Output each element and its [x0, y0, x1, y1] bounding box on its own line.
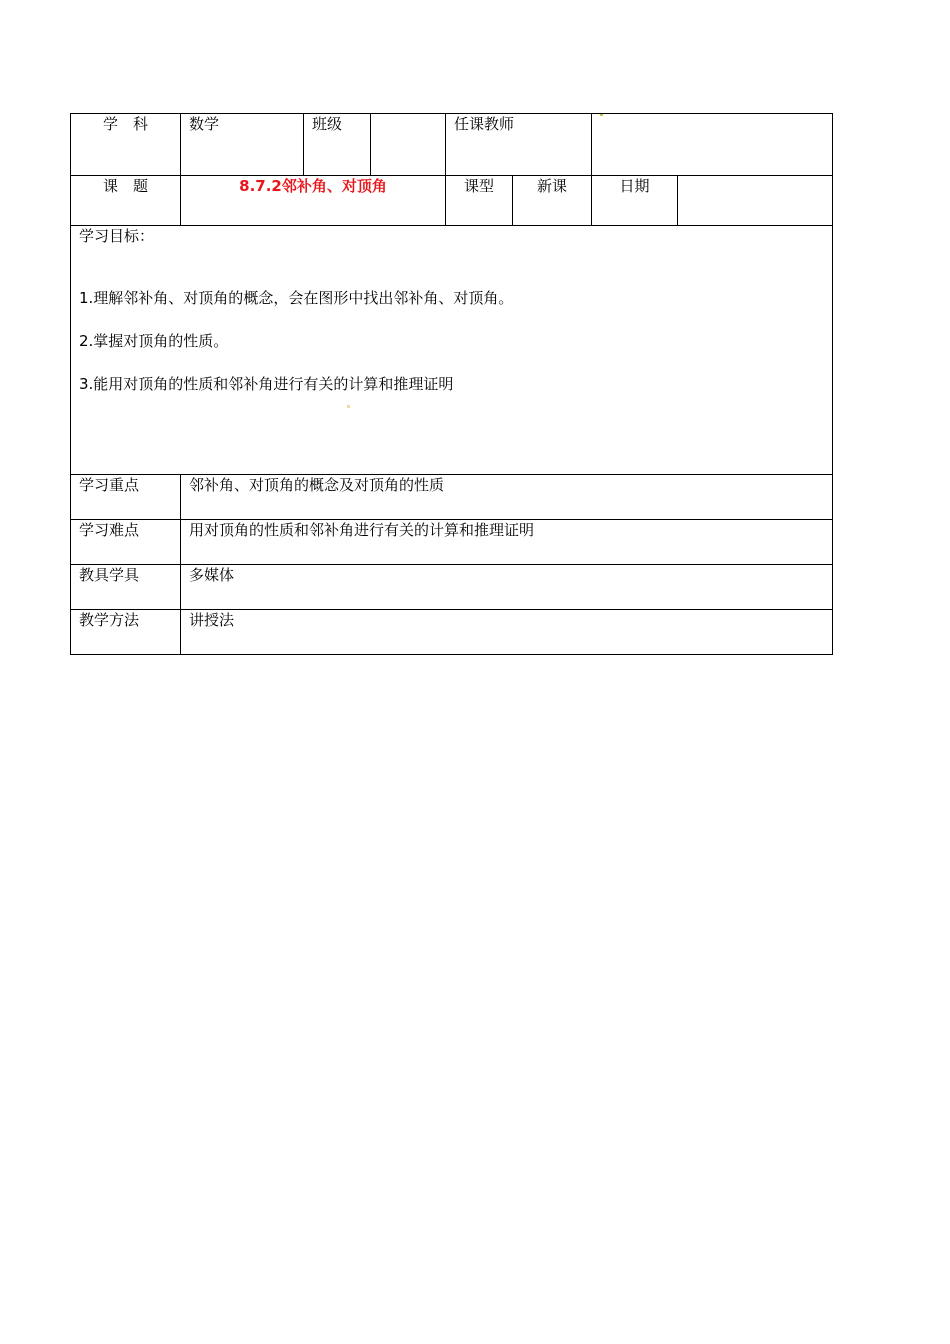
- table-row: [71, 610, 833, 655]
- objectives-heading: 学习目标：: [79, 227, 155, 245]
- method-value: 讲授法: [181, 610, 833, 655]
- method-label: 教学方法: [71, 610, 181, 655]
- table-row: [71, 520, 833, 565]
- objectives-row: [71, 226, 833, 475]
- materials-label: 教具学具: [71, 565, 181, 610]
- date-value: [678, 176, 833, 226]
- difficulties-label: 学习难点: [71, 520, 181, 565]
- type-value: 新课: [513, 176, 592, 226]
- objective-item: 1.理解邻补角、对顶角的概念，会在图形中找出邻补角、对顶角。: [79, 289, 514, 307]
- teacher-label: 任课教师: [446, 114, 592, 176]
- header-row: [71, 114, 833, 176]
- objectives-cell: [71, 226, 833, 475]
- materials-value: 多媒体: [181, 565, 833, 610]
- key-points-value: 邻补角、对顶角的概念及对顶角的性质: [181, 475, 833, 520]
- date-label: 日期: [592, 176, 678, 226]
- table-row: [71, 565, 833, 610]
- key-points-label: 学习重点: [71, 475, 181, 520]
- class-label: 班级: [304, 114, 371, 176]
- table-row: [71, 475, 833, 520]
- lesson-title: 8.7.2邻补角、对顶角: [181, 176, 446, 226]
- type-label: 课型: [446, 176, 513, 226]
- lesson-plan-table: [70, 113, 833, 655]
- lesson-row: [71, 176, 833, 226]
- teacher-value: [592, 114, 833, 176]
- class-value: [371, 114, 446, 176]
- objective-item: 3.能用对顶角的性质和邻补角进行有关的计算和推理证明: [79, 375, 454, 393]
- subject-label: 学 科: [71, 114, 181, 176]
- subject-value: 数学: [181, 114, 304, 176]
- objective-item: 2.掌握对顶角的性质。: [79, 332, 229, 350]
- topic-label: 课 题: [71, 176, 181, 226]
- difficulties-value: 用对顶角的性质和邻补角进行有关的计算和推理证明: [181, 520, 833, 565]
